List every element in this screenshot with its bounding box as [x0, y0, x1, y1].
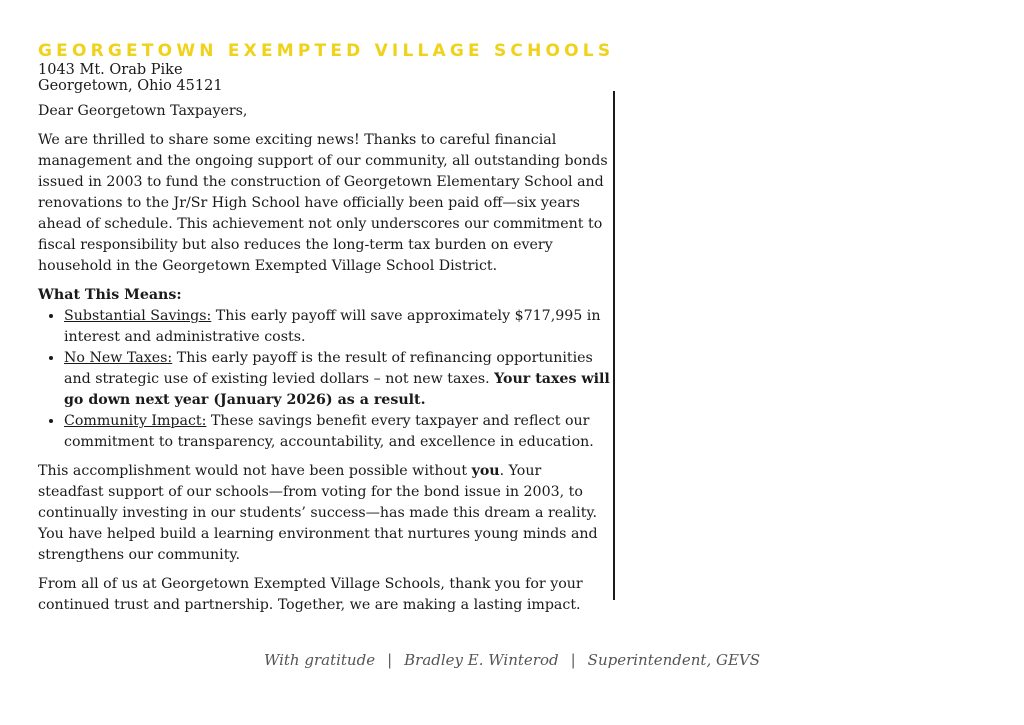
letter: [38, 40, 615, 616]
salutation: Dear Georgetown Taxpayers,: [38, 103, 248, 119]
signature-separator-1: |: [387, 651, 393, 669]
address-line-2: Georgetown, Ohio 45121: [38, 78, 223, 94]
signature-name: Bradley E. Winterod: [404, 651, 559, 669]
signature-line: [0, 651, 1024, 669]
section-heading: What This Means:: [38, 287, 182, 303]
address-line-1: 1043 Mt. Orab Pike: [38, 62, 183, 78]
closing-paragraph: From all of us at Georgetown Exempted Village Schools, thank you for your continued trust and partnership. Together, we are making a lasting impact.: [38, 576, 583, 613]
signature-closing: With gratitude: [263, 651, 376, 669]
bullet-savings: [64, 306, 610, 348]
intro-paragraph: We are thrilled to share some exciting news! Thanks to careful financial management and the ongoing support of our community, all outstanding bonds issued in 2003 to fund the construction of Georgetown Elementary School and renovations to the Jr/Sr High School have officially been paid off—six years ahead of schedule. This achievement not only underscores our commitment to fiscal responsibility but also reduces the long-term tax burden on every household in the Georgetown Exempted Village School District.: [38, 132, 608, 274]
bullet-community-impact-label: Community Impact:: [64, 413, 207, 429]
accomplishment-text-start: This accomplishment would not have been possible without: [38, 463, 472, 479]
accomplishment-emphasis: you: [471, 463, 500, 479]
signature-title: Superintendent, GEVS: [587, 651, 761, 669]
organization-title: GEORGETOWN EXEMPTED VILLAGE SCHOOLS: [38, 41, 615, 61]
bullet-no-new-taxes: [64, 348, 610, 411]
signature-separator-2: |: [570, 651, 576, 669]
bullet-savings-label: Substantial Savings:: [64, 308, 212, 324]
bullet-savings-text: This early payoff will save approximately $717,995 in interest and administrative costs.: [64, 308, 601, 345]
accomplishment-text-end: . Your steadfast support of our schools—from voting for the bond issue in 2003, to continually investing in our students’ success—has made this dream a reality. You have helped build a learning environment that nurtures young minds and strengthens our community.: [38, 463, 598, 563]
accomplishment-paragraph: [38, 461, 610, 566]
bullet-no-new-taxes-bold: Your taxes will go down next year (January 2026) as a result.: [64, 371, 610, 408]
bullet-no-new-taxes-label: No New Taxes:: [64, 350, 173, 366]
bullet-community-impact: [64, 411, 610, 453]
benefits-list: [38, 306, 610, 453]
letter-body: [38, 101, 610, 616]
vertical-divider: [613, 91, 615, 600]
bullet-no-new-taxes-text: This early payoff is the result of refinancing opportunities and strategic use of existing levied dollars – not new taxes.: [64, 350, 593, 387]
bullet-community-impact-text: These savings benefit every taxpayer and reflect our commitment to transparency, accountability, and excellence in education.: [64, 413, 594, 450]
